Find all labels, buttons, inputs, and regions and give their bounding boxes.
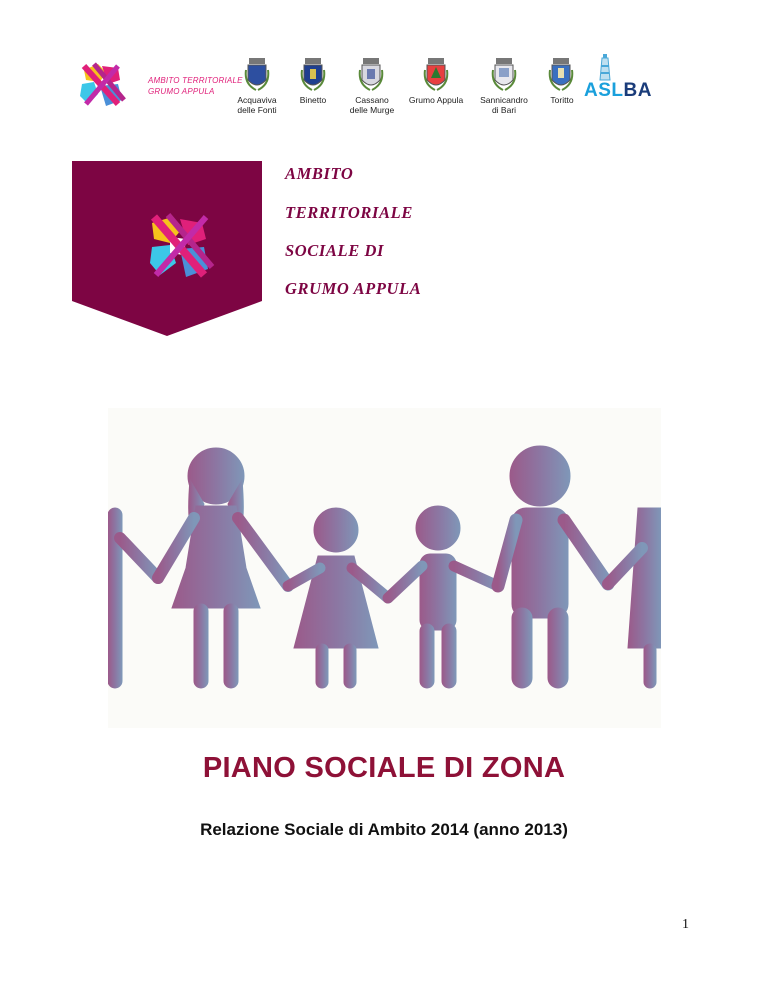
grumo-appula-crest-icon (423, 56, 449, 92)
logo-text-line: AMBITO TERRITORIALE (148, 76, 243, 85)
toritto-crest-icon (548, 56, 574, 92)
document-subtitle: Relazione Sociale di Ambito 2014 (anno 2013) (200, 820, 568, 839)
binetto-crest-icon (300, 56, 326, 92)
town-label-line: Cassano (355, 95, 389, 105)
asl-ba-logo (584, 80, 652, 102)
banner-line: AMBITO (285, 164, 354, 183)
town-label-line: Acquaviva (237, 95, 277, 105)
town-label-grumo-appula (404, 95, 468, 105)
page-number: 1 (682, 917, 689, 932)
town-label-line: delle Murge (349, 105, 395, 115)
town-label-sannicandro (476, 95, 532, 115)
ambito-banner (72, 161, 262, 336)
town-label-cassano (346, 95, 398, 115)
document-title: PIANO SOCIALE DI ZONA (202, 752, 566, 784)
town-label-line: Sannicandro (480, 95, 528, 105)
ambito-header-logo-text (148, 75, 243, 97)
town-label-line: delle Fonti (237, 105, 277, 115)
asl-logo-suffix: BA (623, 80, 652, 101)
town-label-toritto (540, 95, 584, 105)
town-label-line: Toritto (550, 95, 574, 105)
town-label-line: Grumo Appula (408, 95, 464, 105)
puzzle-logo-icon (78, 60, 148, 110)
town-label-binetto (290, 95, 336, 105)
cassano-crest-icon (358, 56, 384, 92)
town-label-line: Binetto (299, 95, 327, 105)
asl-logo-prefix: ASL (584, 80, 624, 101)
banner-line: SOCIALE DI (285, 241, 385, 260)
town-label-line: di Bari (491, 105, 517, 115)
sannicandro-crest-icon (491, 56, 517, 92)
town-label-acquaviva (232, 95, 282, 115)
family-illustration (108, 408, 661, 728)
logo-text-line: GRUMO APPULA (148, 87, 215, 96)
banner-line: TERRITORIALE (285, 203, 413, 222)
acquaviva-crest-icon (244, 56, 270, 92)
banner-line: GRUMO APPULA (285, 279, 422, 298)
